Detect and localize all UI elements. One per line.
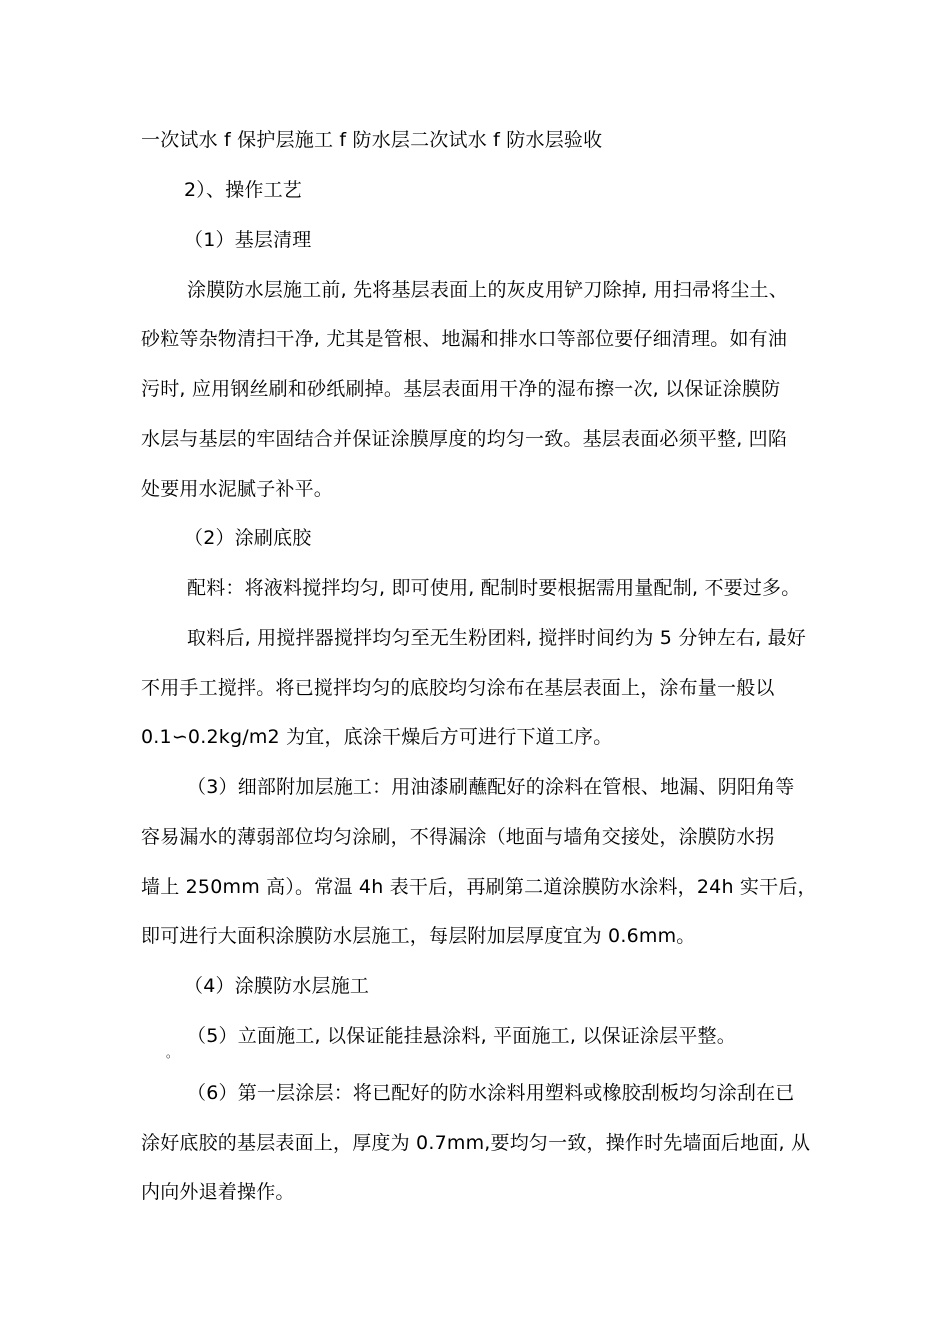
paragraph-line: 取料后, 用搅拌器搅拌均匀至无生粉团料, 搅拌时间约为 5 分钟左右, 最好 bbox=[187, 627, 807, 649]
paragraph-line: 不用手工搅拌。将已搅拌均匀的底胶均匀涂布在基层表面上，涂布量一般以 bbox=[141, 677, 775, 699]
paragraph-line: （3）细部附加层施工：用油漆刷蘸配好的涂料在管根、地漏、阴阳角等 bbox=[187, 776, 795, 798]
paragraph-line: （5）立面施工, 以保证能挂悬涂料, 平面施工, 以保证涂层平整。 bbox=[187, 1025, 736, 1047]
paragraph-line: 涂好底胶的基层表面上，厚度为 0.7mm,要均匀一致，操作时先墙面后地面, 从 bbox=[141, 1132, 811, 1154]
process-flow-line: 一次试水 f 保护层施工 f 防水层二次试水 f 防水层验收 bbox=[141, 129, 603, 151]
paragraph-line: 内向外退着操作。 bbox=[141, 1181, 295, 1203]
paragraph-line: 容易漏水的薄弱部位均匀涂刷，不得漏涂（地面与墙角交接处，涂膜防水拐 bbox=[141, 826, 775, 848]
subsection-heading: （4）涂膜防水层施工 bbox=[184, 975, 370, 997]
section-heading: 2）、操作工艺 bbox=[184, 179, 302, 201]
paragraph-line: 污时, 应用钢丝刷和砂纸刷掉。基层表面用干净的湿布擦一次, 以保证涂膜防 bbox=[141, 378, 781, 400]
paragraph-line: 涂膜防水层施工前, 先将基层表面上的灰皮用铲刀除掉, 用扫帚将尘土、 bbox=[187, 279, 788, 301]
paragraph-line: 水层与基层的牢固结合并保证涂膜厚度的均匀一致。基层表面必须平整, 凹陷 bbox=[141, 428, 788, 450]
paragraph-line: 墙上 250mm 高）。常温 4h 表干后，再刷第二道涂膜防水涂料，24h 实干后， bbox=[141, 876, 817, 898]
paragraph-line: 配料：将液料搅拌均匀, 即可使用, 配制时要根据需用量配制, 不要过多。 bbox=[187, 577, 801, 599]
paragraph-line: 即可进行大面积涂膜防水层施工，每层附加层厚度宜为 0.6mm。 bbox=[141, 925, 696, 947]
paragraph-line: 0.1∽0.2kg/m2 为宜，底涂干燥后方可进行下道工序。 bbox=[141, 726, 613, 748]
paragraph-line: 砂粒等杂物清扫干净, 尤其是管根、地漏和排水口等部位要仔细清理。如有油 bbox=[141, 328, 788, 350]
paragraph-line: 处要用水泥腻子补平。 bbox=[141, 478, 334, 500]
subsection-heading: （2）涂刷底胶 bbox=[184, 527, 312, 549]
subsection-heading: （1）基层清理 bbox=[184, 229, 312, 251]
paragraph-line: （6）第一层涂层：将已配好的防水涂料用塑料或橡胶刮板均匀涂刮在已 bbox=[187, 1082, 795, 1104]
stray-mark: 。 bbox=[166, 1046, 179, 1060]
